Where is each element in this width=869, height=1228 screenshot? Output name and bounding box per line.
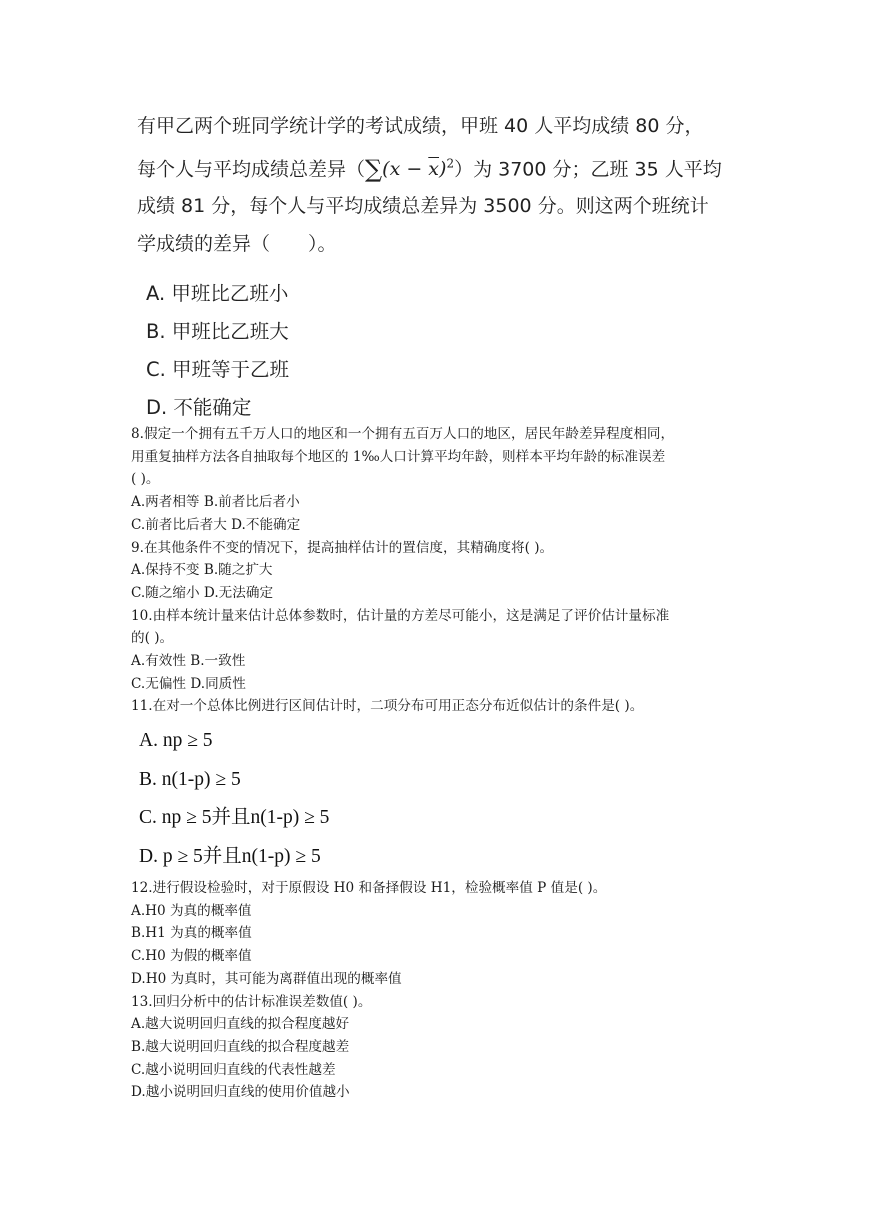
q12-option-a: A.H0 为真的概率值 — [131, 902, 252, 919]
q7-option-c: C. 甲班等于乙班 — [146, 358, 290, 381]
q11-option-d: D. p ≥ 5并且n(1-p) ≥ 5 — [139, 845, 321, 867]
q7-line-3: 成绩 81 分，每个人与平均成绩总差异为 3500 分。则这两个班统计 — [137, 195, 709, 218]
formula-body: (x − — [382, 157, 429, 180]
q13-option-a: A.越大说明回归直线的拟合程度越好 — [131, 1016, 350, 1033]
q7-option-b: B. 甲班比乙班大 — [146, 320, 289, 343]
q8-line-2: 用重复抽样方法各自抽取每个地区的 1‰人口计算平均年龄，则样本平均年龄的标准误差 — [131, 448, 666, 465]
q13-option-b: B.越大说明回归直线的拟合程度越差 — [131, 1038, 350, 1055]
formula-close: ) — [439, 157, 447, 180]
question-11-options — [139, 722, 329, 876]
q11-option-c: C. np ≥ 5并且n(1-p) ≥ 5 — [139, 807, 330, 828]
formula-exponent: 2 — [446, 156, 455, 171]
sum-symbol: ∑ — [365, 154, 383, 183]
question-7-stem — [137, 108, 737, 263]
q8-line-3: ( )。 — [131, 471, 160, 488]
q8-options-cd: C.前者比后者大 D.不能确定 — [131, 516, 301, 533]
q11-stem: 11.在对一个总体比例进行区间估计时，二项分布可用正态分布近似估计的条件是( )。 — [131, 698, 644, 715]
q7-option-d: D. 不能确定 — [146, 396, 252, 419]
q12-option-d: D.H0 为真时，其可能为离群值出现的概率值 — [131, 970, 402, 987]
q11-option-a: A. np ≥ 5 — [139, 730, 213, 751]
q7-line-2 — [137, 146, 737, 189]
q7-line-1: 有甲乙两个班同学统计学的考试成绩，甲班 40 人平均成绩 80 分， — [137, 115, 704, 137]
q7-line-4: 学成绩的差异（ ）。 — [137, 232, 337, 255]
q11-option-b: B. n(1-p) ≥ 5 — [139, 768, 241, 790]
questions-12-to-13 — [131, 877, 751, 1104]
q7-option-a: A. 甲班比乙班小 — [146, 282, 289, 305]
q10-line-2: 的( )。 — [131, 630, 174, 647]
q7-line-2-end: ）为 3700 分；乙班 35 人平均 — [454, 157, 722, 180]
q9-options-ab: A.保持不变 B.随之扩大 — [131, 562, 273, 579]
q8-line-1: 8.假定一个拥有五千万人口的地区和一个拥有五百万人口的地区，居民年龄差异程度相同， — [131, 426, 675, 442]
x-bar: $\overline{x}$ — [428, 157, 440, 180]
sum-squared-deviation-formula — [365, 154, 455, 183]
q13-stem: 13.回归分析中的估计标准误差数值( )。 — [131, 993, 372, 1010]
q10-options-ab: A.有效性 B.一致性 — [131, 653, 246, 670]
q8-options-ab: A.两者相等 B.前者比后者小 — [131, 494, 300, 511]
q10-options-cd: C.无偏性 D.同质性 — [131, 675, 246, 692]
questions-8-to-10 — [131, 423, 751, 718]
q13-option-c: C.越小说明回归直线的代表性越差 — [131, 1061, 336, 1078]
q9-options-cd: C.随之缩小 D.无法确定 — [131, 584, 274, 601]
q12-stem: 12.进行假设检验时，对于原假设 H0 和备择假设 H1，检验概率值 P 值是( )。 — [131, 880, 607, 896]
q9-stem: 9.在其他条件不变的情况下，提高抽样估计的置信度，其精确度将( )。 — [131, 539, 554, 556]
question-7-options — [146, 275, 289, 427]
q13-option-d: D.越小说明回归直线的使用价值越小 — [131, 1084, 350, 1101]
q7-line-2-start: 每个人与平均成绩总差异（ — [137, 157, 366, 180]
q10-line-1: 10.由样本统计量来估计总体参数时，估计量的方差尽可能小，这是满足了评价估计量标准 — [131, 607, 670, 624]
q12-option-b: B.H1 为真的概率值 — [131, 925, 252, 942]
q12-option-c: C.H0 为假的概率值 — [131, 948, 252, 965]
